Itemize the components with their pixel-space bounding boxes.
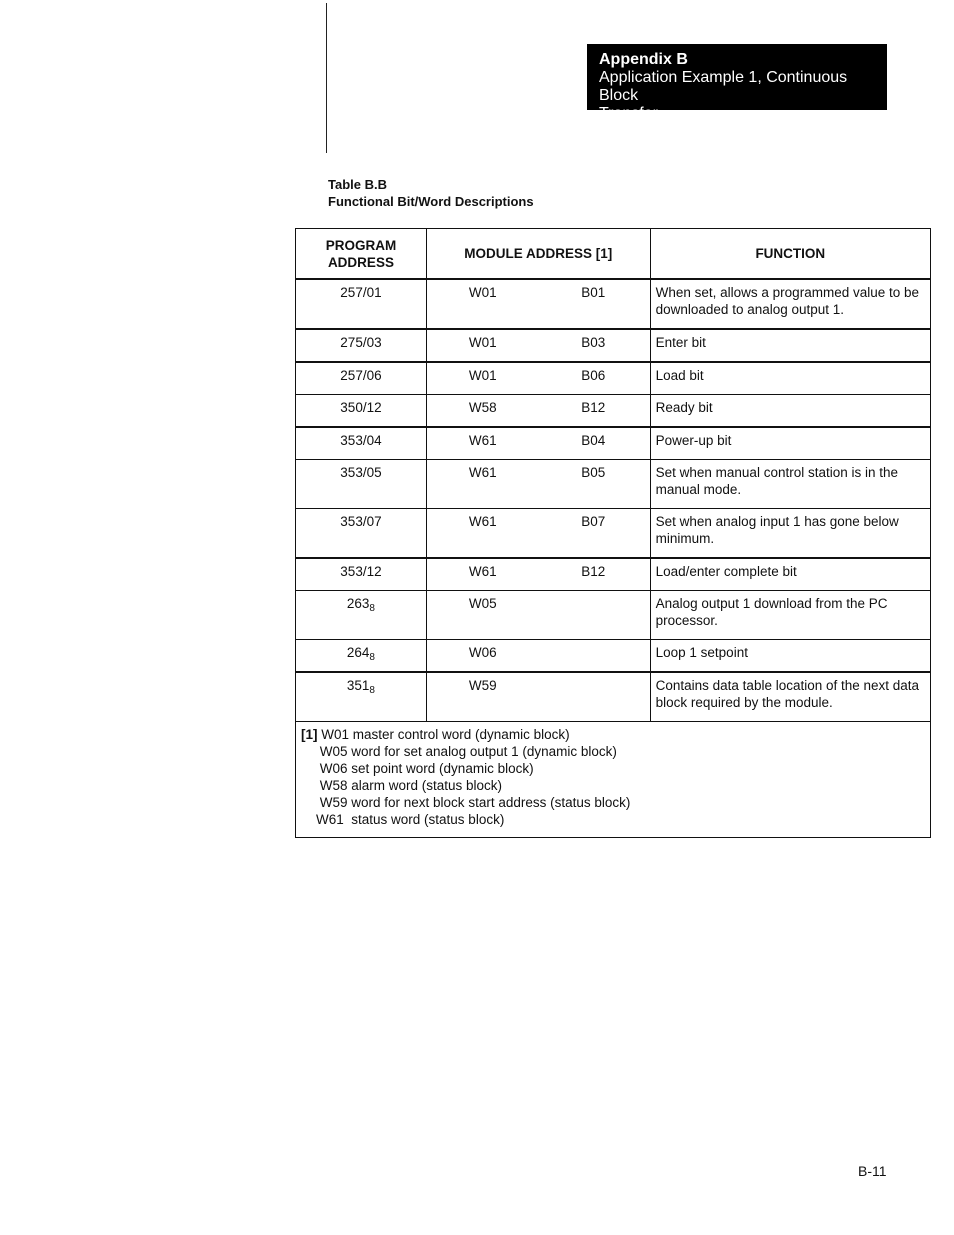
program-address-value: 353/05 xyxy=(340,465,382,480)
module-bit-cell xyxy=(538,672,650,722)
module-word-cell: W61 xyxy=(426,558,538,591)
table-row xyxy=(296,509,931,559)
program-address-cell xyxy=(296,279,427,329)
appendix-header xyxy=(587,44,887,122)
program-address-value: 353/04 xyxy=(340,433,382,448)
footnote-line: W59 word for next block start address (status block) xyxy=(301,795,631,810)
table-row xyxy=(296,591,931,640)
module-word-cell: W58 xyxy=(426,395,538,428)
program-address-value: 351 xyxy=(346,678,370,693)
module-bit-cell: B01 xyxy=(538,279,650,329)
module-word-cell: W01 xyxy=(426,362,538,395)
module-bit-cell: B07 xyxy=(538,509,650,559)
footnote-text: W01 master control word (dynamic block) xyxy=(317,727,570,742)
program-address-cell xyxy=(296,362,427,395)
module-word-cell: W01 xyxy=(426,329,538,362)
program-address-cell xyxy=(296,640,427,673)
module-bit-cell: B12 xyxy=(538,395,650,428)
table-footnote xyxy=(296,722,931,838)
table-row xyxy=(296,558,931,591)
appendix-label: Appendix B xyxy=(599,51,688,68)
table-row xyxy=(296,460,931,509)
table-row xyxy=(296,427,931,460)
module-word-cell: W61 xyxy=(426,427,538,460)
program-address-cell xyxy=(296,558,427,591)
table-row xyxy=(296,395,931,428)
module-bit-cell xyxy=(538,591,650,640)
bit-word-table xyxy=(295,228,931,838)
module-bit-cell: B04 xyxy=(538,427,650,460)
module-word-cell: W61 xyxy=(426,509,538,559)
module-bit-cell: B03 xyxy=(538,329,650,362)
table-header-row xyxy=(296,229,931,280)
program-address-value: 257/06 xyxy=(340,368,382,383)
header-module-address: MODULE ADDRESS [1] xyxy=(426,229,650,280)
program-address-cell xyxy=(296,329,427,362)
function-cell: Set when analog input 1 has gone below minimum. xyxy=(650,509,930,559)
program-address-value: 257/01 xyxy=(340,285,382,300)
program-address-value: 275/03 xyxy=(340,335,382,350)
module-word-cell: W61 xyxy=(426,460,538,509)
program-address-value: 263 xyxy=(346,596,370,611)
table-row xyxy=(296,362,931,395)
footnote-line: W06 set point word (dynamic block) xyxy=(301,761,534,776)
appendix-title-line1: Application Example 1, Continuous Block xyxy=(599,69,848,104)
header-function: FUNCTION xyxy=(650,229,930,280)
module-word-cell: W06 xyxy=(426,640,538,673)
function-cell: When set, allows a programmed value to be downloaded to analog output 1. xyxy=(650,279,930,329)
footnote-line: W58 alarm word (status block) xyxy=(301,778,503,793)
module-bit-cell xyxy=(538,640,650,673)
function-cell: Enter bit xyxy=(650,329,930,362)
footnote-line: W61 status word (status block) xyxy=(301,812,505,827)
function-cell: Load bit xyxy=(650,362,930,395)
function-cell: Ready bit xyxy=(650,395,930,428)
program-address-value: 353/07 xyxy=(340,514,382,529)
table-row xyxy=(296,672,931,722)
program-address-value: 353/12 xyxy=(340,564,382,579)
module-word-cell: W05 xyxy=(426,591,538,640)
footnote-line xyxy=(301,726,926,743)
page-number: B-11 xyxy=(858,1163,887,1179)
table-row xyxy=(296,329,931,362)
table-title: Functional Bit/Word Descriptions xyxy=(328,194,534,209)
module-word-cell: W59 xyxy=(426,672,538,722)
module-bit-cell: B05 xyxy=(538,460,650,509)
header-program-address: PROGRAM ADDRESS xyxy=(296,229,427,280)
table-row xyxy=(296,640,931,673)
module-bit-cell: B06 xyxy=(538,362,650,395)
program-address-cell xyxy=(296,591,427,640)
table-number: Table B.B xyxy=(328,177,387,192)
octal-base-subscript: 8 xyxy=(369,685,375,696)
table-caption xyxy=(328,176,534,210)
function-cell: Power-up bit xyxy=(650,427,930,460)
function-cell: Analog output 1 download from the PC processor. xyxy=(650,591,930,640)
program-address-cell xyxy=(296,395,427,428)
program-address-cell xyxy=(296,460,427,509)
octal-base-subscript: 8 xyxy=(369,603,375,614)
program-address-cell xyxy=(296,509,427,559)
program-address-cell xyxy=(296,427,427,460)
module-bit-cell: B12 xyxy=(538,558,650,591)
program-address-cell xyxy=(296,672,427,722)
function-cell: Set when manual control station is in the manual mode. xyxy=(650,460,930,509)
function-cell: Loop 1 setpoint xyxy=(650,640,930,673)
footnote-marker: [1] xyxy=(301,727,318,742)
module-word-cell: W01 xyxy=(426,279,538,329)
function-cell: Contains data table location of the next data block required by the module. xyxy=(650,672,930,722)
footnote-line: W05 word for set analog output 1 (dynamic block) xyxy=(301,744,617,759)
appendix-title-line2: Transfer xyxy=(599,105,658,122)
octal-base-subscript: 8 xyxy=(369,652,375,663)
margin-rule xyxy=(326,3,327,153)
table-row xyxy=(296,279,931,329)
program-address-value: 264 xyxy=(346,645,370,660)
program-address-value: 350/12 xyxy=(340,400,382,415)
function-cell: Load/enter complete bit xyxy=(650,558,930,591)
